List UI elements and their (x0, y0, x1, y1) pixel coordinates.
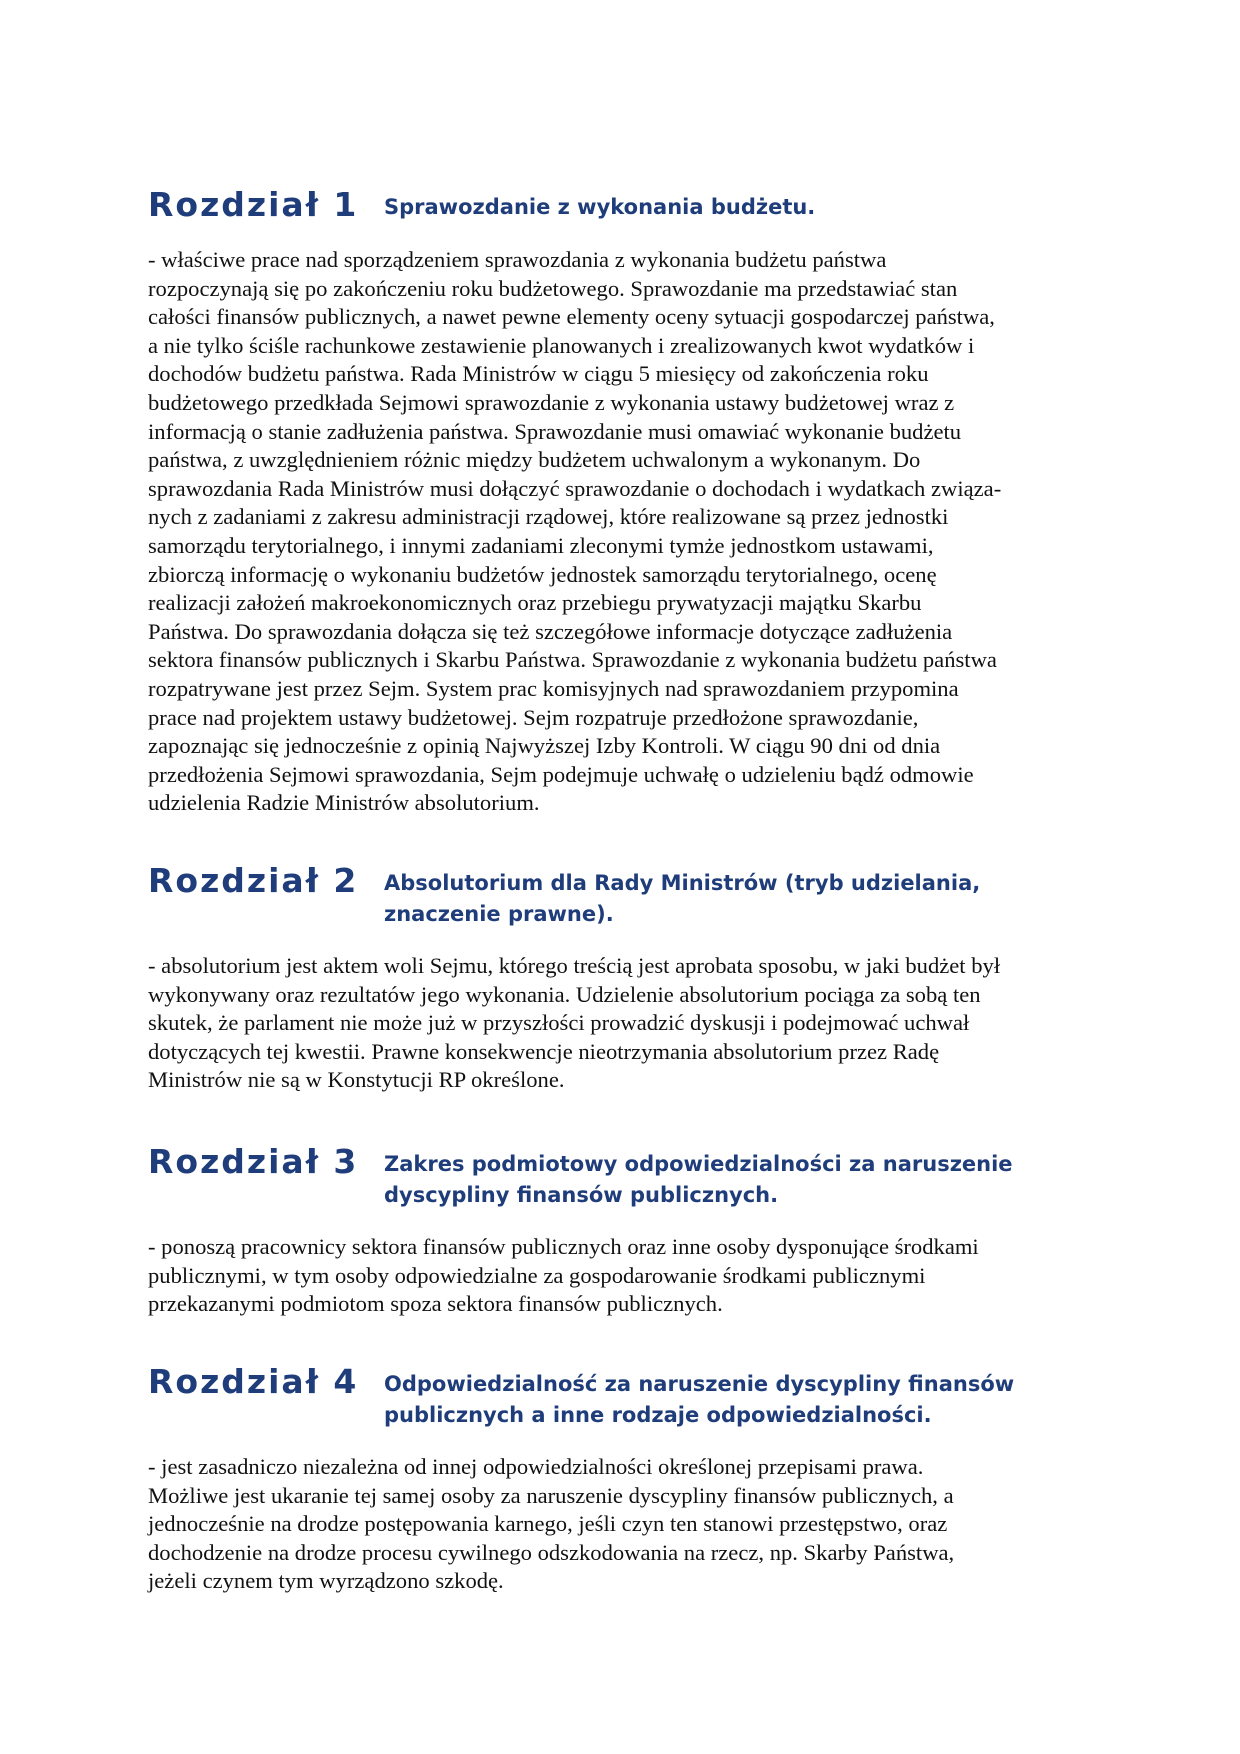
chapter-body: - właściwe prace nad sporządzeniem sprawozdania z wykonania budżetu państwa rozpoczynają się po zakończeniu roku budżetowego. Sprawozdanie ma przedstawiać stan całości finansów publicznych, a nawet pewne elementy oceny sytuacji gospodarczej państwa, a nie tylko ściśle rachunkowe zestawienie planowanych i zrealizowanych kwot wydatków i dochodów budżetu państwa. Rada Ministrów w ciągu 5 miesięcy od zakończenia roku budżetowego przedkłada Sejmowi sprawozdanie z wykonania ustawy budżetowej wraz z informacją o stanie zadłużenia państwa. Sprawozdanie musi omawiać wykonanie budżetu państwa, z uwzględnieniem różnic między budżetem uchwalonym a wykonanym. Do sprawozdania Rada Ministrów musi dołączyć sprawozdanie o dochodach i wydatkach związa- nych z zadaniami z zakresu administracji rządowej, które realizowane są przez jednostki samorządu terytorialnego, i innymi zadaniami zleconymi tymże jednostkom ustawami, zbiorczą informację o wykonaniu budżetów jednostek samorządu terytorialnego, ocenę realizacji założeń makroekonomicznych oraz przebiegu prywatyzacji majątku Skarbu Państwa. Do sprawozdania dołącza się też szczegółowe informacje dotyczące zadłużenia sektora finansów publicznych i Skarbu Państwa. Sprawozdanie z wykonania budżetu państwa rozpatrywane jest przez Sejm. System prac komisyjnych nad sprawozdaniem przypomina prace nad projektem ustawy budżetowej. Sejm rozpatruje przedłożone sprawozdanie, zapoznając się jednocześnie z opinią Najwyższej Izby Kontroli. W ciągu 90 dni od dnia przedłożenia Sejmowi sprawozdania, Sejm podejmuje uchwałę o udzieleniu bądź odmowie udzielenia Radzie Ministrów absolutorium. (148, 247, 1002, 816)
chapter-4 (148, 1363, 1108, 1596)
chapter-title: Odpowiedzialność za naruszenie dyscypliny finansów publicznych a inne rodzaje odpowiedzialności. (384, 1372, 1015, 1427)
chapter-body: - ponoszą pracownicy sektora finansów publicznych oraz inne osoby dysponujące środkami publicznymi, w tym osoby odpowiedzialne za gospodarowanie środkami publicznymi przekazanymi podmiotom spoza sektora finansów publicznych. (148, 1234, 979, 1317)
chapter-title: Sprawozdanie z wykonania budżetu. (384, 195, 816, 219)
chapter-body: - jest zasadniczo niezależna od innej odpowiedzialności określonej przepisami prawa. Możliwe jest ukaranie tej samej osoby za naruszenie dyscypliny finansów publicznych, a jednocześnie na drodze postępowania karnego, jeśli czyn ten stanowi przestępstwo, oraz dochodzenie na drodze procesu cywilnego odszkodowania na rzecz, np. Skarby Państwa, jeżeli czynem tym wyrządzono szkodę. (148, 1454, 955, 1594)
chapter-1 (148, 186, 1108, 818)
chapter-2 (148, 862, 1108, 1095)
chapter-title: Zakres podmiotowy odpowiedzialności za naruszenie dyscypliny finansów publicznych. (384, 1152, 1013, 1207)
chapter-heading (148, 1143, 1108, 1211)
chapter-number: Rozdział 4 (148, 1362, 359, 1401)
chapter-number: Rozdział 2 (148, 861, 359, 900)
chapter-heading (148, 862, 1108, 930)
chapter-heading (148, 186, 1108, 224)
chapter-number: Rozdział 3 (148, 1142, 359, 1181)
chapter-body: - absolutorium jest aktem woli Sejmu, którego treścią jest aprobata sposobu, w jaki budżet był wykonywany oraz rezultatów jego wykonania. Udzielenie absolutorium pociąga za sobą ten skutek, że parlament nie może już w przyszłości prowadzić dyskusji i podejmować uchwał dotyczących tej kwestii. Prawne konsekwencje nieotrzymania absolutorium przez Radę Ministrów nie są w Konstytucji RP określone. (148, 953, 1001, 1093)
chapter-title: Absolutorium dla Rady Ministrów (tryb udzielania, znaczenie prawne). (384, 871, 981, 926)
chapter-3 (148, 1143, 1108, 1319)
chapter-heading (148, 1363, 1108, 1431)
chapter-number: Rozdział 1 (148, 185, 359, 224)
